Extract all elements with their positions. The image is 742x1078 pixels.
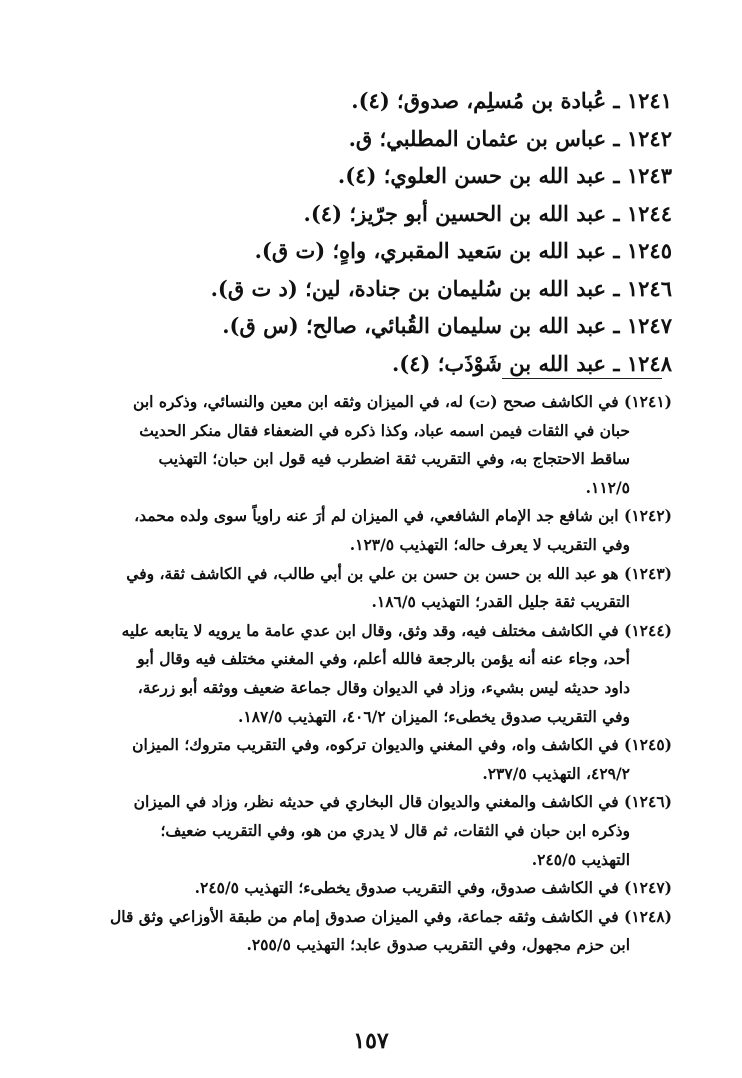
footnote-line: وفي التقريب صدوق يخطىء؛ الميزان ٤٠٦/٢، التهذيب ١٨٧/٥.	[238, 706, 630, 726]
footnote-line: حبان في الثقات فيمن اسمه عباد، وكذا ذكره في الضعفاء فقال منكر الحديث	[139, 420, 630, 440]
entry-list	[112, 82, 672, 382]
footnote-line: (١٢٤٨) في الكاشف وثقه جماعة، وفي الميزان صدوق إمام من طبقة الأوزاعي وثق قال	[109, 906, 672, 926]
footnote-line: ١١٢/٥.	[585, 477, 630, 497]
footnote-1244	[82, 617, 672, 731]
footnote-line: التهذيب ٢٤٥/٥.	[531, 849, 630, 869]
footnote-line: ساقط الاحتجاج به، وفي التقريب ثقة اضطرب فيه قول ابن حبان؛ التهذيب	[158, 449, 630, 469]
entry-1246: ١٢٤٦ ـ عبد الله بن سُليمان بن جنادة، لين؛ (د ت ق).	[210, 275, 672, 301]
footnote-line: (١٢٤٥) في الكاشف واه، وفي المغني والديوان تركوه، وفي التقريب متروك؛ الميزان	[132, 735, 672, 755]
entry-1242: ١٢٤٢ ـ عباس بن عثمان المطلبي؛ ق.	[348, 125, 672, 151]
entry-1245: ١٢٤٥ ـ عبد الله بن سَعيد المقبري، واهٍ؛ (ت ق).	[254, 238, 672, 263]
footnote-separator	[502, 378, 662, 379]
footnote-1243	[82, 560, 672, 617]
footnote-line: التقريب ثقة جليل القدر؛ التهذيب ١٨٦/٥.	[371, 592, 630, 612]
footnote-line: وذكره ابن حبان في الثقات، ثم قال لا يدري من هو، وفي التقريب ضعيف؛	[160, 820, 630, 840]
footnote-1241	[82, 388, 672, 502]
footnote-line: (١٢٤٢) ابن شافع جد الإمام الشافعي، في الميزان لم أرَ عنه راوياً سوى ولده محمد،	[134, 506, 672, 526]
entry-1241: ١٢٤١ ـ عُبادة بن مُسلِم، صدوق؛ (٤).	[351, 88, 672, 113]
footnote-1247	[82, 874, 672, 903]
entry-1244: ١٢٤٤ ـ عبد الله بن الحسين أبو جرّيز؛ (٤).	[303, 200, 672, 226]
footnote-line: (١٢٤٣) هو عبد الله بن حسن بن حسن بن علي بن أبي طالب، في الكاشف ثقة، وفي	[126, 563, 672, 583]
footnote-1248	[82, 903, 672, 960]
footnote-line: (١٢٤٦) في الكاشف والمغني والديوان قال البخاري في حديثه نظر، وزاد في الميزان	[133, 792, 672, 812]
footnote-line: ابن حزم مجهول، وفي التقريب صدوق عابد؛ التهذيب ٢٥٥/٥.	[246, 935, 630, 955]
footnote-line: داود حديثه ليس بشيء، وزاد في الديوان وقال جماعة ضعيف ووثقه أبو زرعة،	[137, 677, 630, 697]
footnote-list	[82, 388, 672, 960]
footnote-1242	[82, 502, 672, 559]
footnote-line: (١٢٤٤) في الكاشف مختلف فيه، وقد وثق، وقال ابن عدي عامة ما يرويه لا يتابعه عليه	[121, 620, 672, 640]
footnote-line: أحد، وجاء عنه أنه يؤمن بالرجعة فالله أعلم، وفي المغني مختلف فيه وقال أبو	[137, 649, 630, 669]
footnote-line: ٤٢٩/٢، التهذيب ٢٣٧/٥.	[482, 763, 630, 783]
entry-1243: ١٢٤٣ ـ عبد الله بن حسن العلوي؛ (٤).	[337, 163, 672, 188]
page-number: ١٥٧	[353, 1028, 389, 1054]
footnote-line: (١٢٤١) في الكاشف صحح (ت) له، في الميزان وثقه ابن معين والنسائي، وذكره ابن	[133, 392, 672, 411]
footnote-line: وفي التقريب لا يعرف حاله؛ التهذيب ١٢٣/٥.	[349, 534, 630, 554]
footnote-line: (١٢٤٧) في الكاشف صدوق، وفي التقريب صدوق يخطىء؛ التهذيب ٢٤٥/٥.	[194, 878, 672, 898]
entry-1247: ١٢٤٧ ـ عبد الله بن سليمان القُبائي، صالح؛ (س ق).	[222, 313, 672, 338]
footnote-1246	[82, 788, 672, 874]
entry-1248: ١٢٤٨ ـ عبد الله بن شَوْذَب؛ (٤).	[391, 350, 672, 376]
footnote-1245	[82, 731, 672, 788]
